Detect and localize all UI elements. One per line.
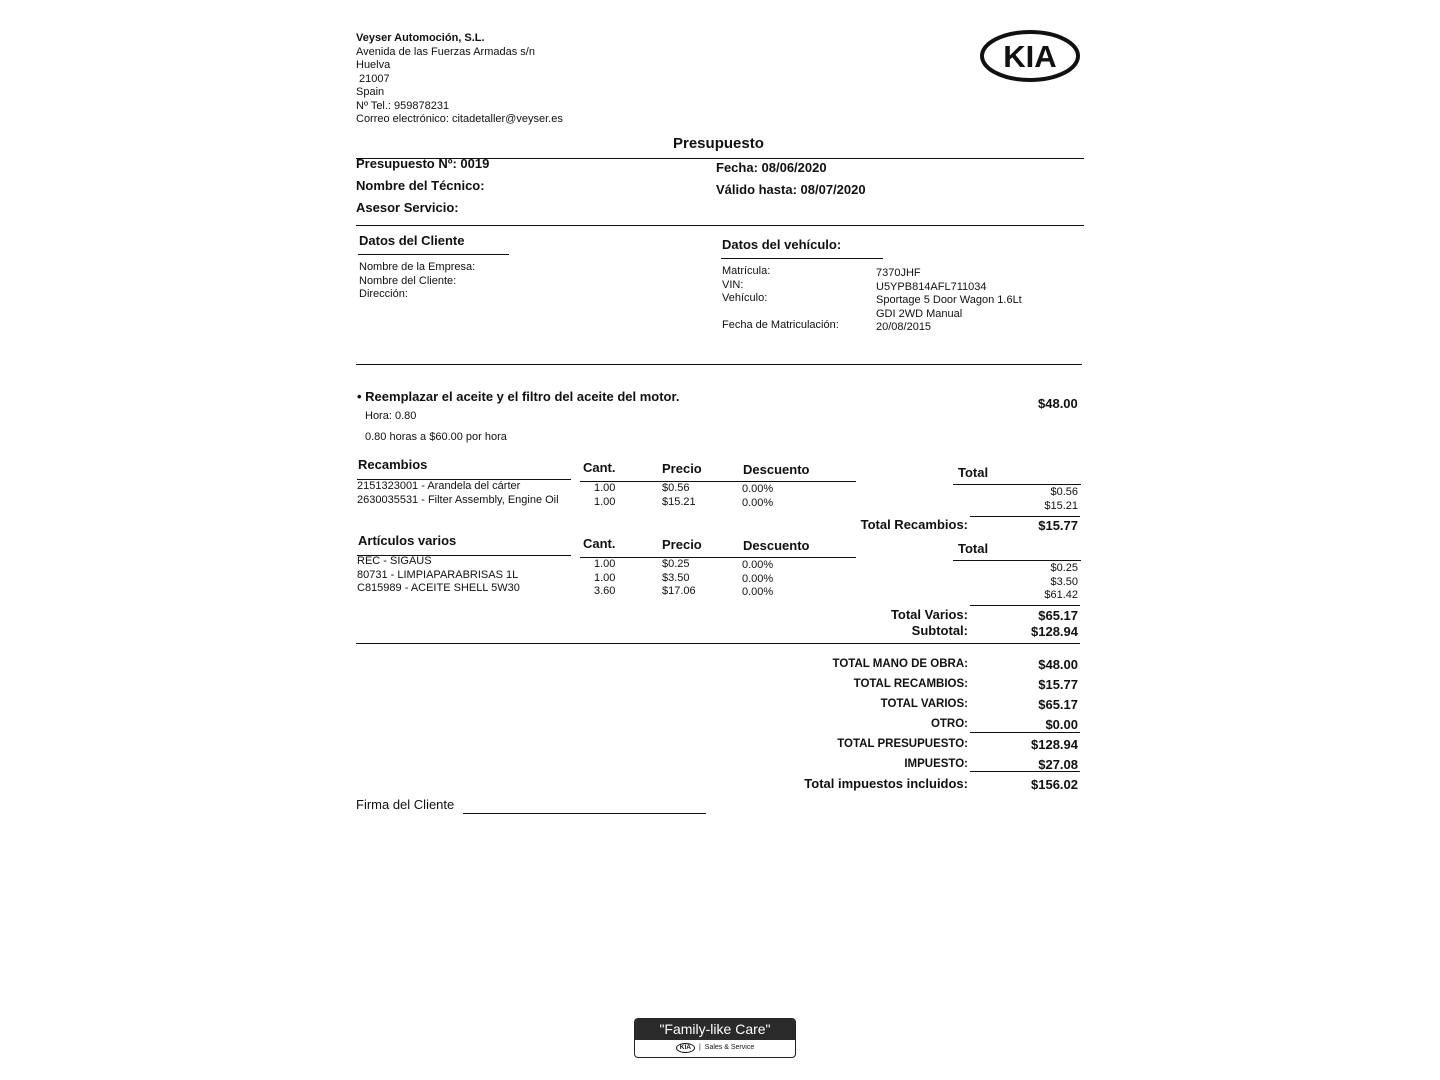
parts-col-total: Total	[958, 465, 989, 480]
divider	[580, 557, 856, 558]
table-cell: 0.00%	[742, 496, 774, 509]
misc-col-price: Precio	[662, 537, 702, 552]
table-row: 2630035531 - Filter Assembly, Engine Oil	[357, 493, 559, 506]
table-cell: 1.00	[594, 558, 616, 570]
technician-label: Nombre del Técnico:	[356, 178, 485, 193]
badge-separator: |	[698, 1044, 701, 1051]
vehicle-values	[876, 267, 1022, 335]
divider	[970, 605, 1080, 606]
job-title: • Reemplazar el aceite y el filtro del aceite del motor.	[357, 389, 680, 404]
summary-value: $15.77	[1038, 677, 1078, 692]
client-name-label: Nombre del Cliente:	[359, 274, 457, 287]
summary-value: $27.08	[1038, 757, 1078, 772]
misc-col-total: Total	[958, 541, 989, 556]
summary-value: $128.94	[1031, 737, 1078, 752]
table-cell: 0.00%	[742, 559, 774, 571]
job-rate: 0.80 horas a $60.00 por hora	[365, 431, 507, 443]
table-cell: $15.21	[662, 495, 696, 508]
divider	[580, 481, 856, 482]
vin-value: U5YPB814AFL711034	[876, 280, 987, 293]
misc-total-label: Total Varios:	[890, 607, 968, 622]
dealer-phone: Nº Tel.: 959878231	[356, 99, 450, 112]
parts-discount-col	[742, 483, 773, 510]
misc-col-discount: Descuento	[743, 538, 810, 553]
parts-total-col	[1000, 486, 1078, 513]
table-cell: $3.50	[1050, 575, 1078, 588]
subtotal-value: $128.94	[1031, 624, 1078, 639]
parts-heading: Recambios	[358, 457, 428, 472]
plate-label: Matrícula:	[722, 265, 771, 277]
table-cell: 1.00	[594, 571, 616, 584]
misc-qty-col	[594, 558, 615, 599]
divider	[970, 732, 1080, 733]
misc-total-value: $65.17	[1038, 608, 1078, 623]
table-cell: $0.56	[662, 482, 690, 494]
company-label: Nombre de la Empresa:	[359, 261, 476, 273]
summary-label: TOTAL MANO DE OBRA:	[832, 658, 968, 670]
badge-brand: KIA	[679, 1043, 691, 1051]
client-heading: Datos del Cliente	[359, 233, 465, 248]
dealer-country: Spain	[356, 86, 385, 98]
grand-total-label: Total impuestos incluidos:	[804, 776, 968, 791]
divider	[356, 364, 1082, 365]
parts-col-price: Precio	[662, 461, 702, 476]
misc-discount-col	[742, 559, 773, 600]
dealer-name: Veyser Automoción, S.L.	[356, 32, 485, 44]
divider	[953, 560, 1081, 561]
divider	[970, 516, 1080, 517]
signature-line	[463, 813, 706, 814]
model-label: Vehículo:	[722, 292, 768, 304]
badge-tagline: Sales & Service	[704, 1044, 755, 1051]
reg-date-label: Fecha de Matriculación:	[722, 319, 839, 331]
vehicle-heading: Datos del vehículo:	[722, 237, 842, 252]
table-cell: 0.00%	[742, 572, 774, 585]
table-cell: $17.06	[662, 585, 696, 597]
summary-label: TOTAL VARIOS:	[880, 698, 968, 710]
misc-desc-col	[357, 555, 520, 596]
summary-label: OTRO:	[930, 718, 968, 730]
reg-date-value: 20/08/2015	[876, 321, 932, 333]
kia-logo-text: KIA	[1003, 39, 1057, 74]
summary-label: TOTAL PRESUPUESTO:	[837, 738, 968, 750]
misc-col-qty: Cant.	[583, 536, 616, 551]
advisor-label: Asesor Servicio:	[356, 200, 459, 215]
dealer-zip: 21007	[359, 72, 390, 85]
table-cell: $61.42	[1044, 589, 1078, 601]
table-row: REC - SIGAUS	[357, 555, 432, 567]
parts-total-label: Total Recambios:	[860, 517, 968, 532]
parts-qty-col	[594, 482, 615, 509]
parts-total-value: $15.77	[1038, 518, 1078, 533]
subtotal-label: Subtotal:	[911, 623, 968, 638]
vin-label: VIN:	[722, 278, 744, 291]
divider	[356, 643, 1080, 644]
parts-col-discount: Descuento	[743, 462, 810, 477]
summary-value: $48.00	[1038, 657, 1078, 672]
client-info	[359, 261, 475, 302]
misc-heading: Artículos varios	[358, 533, 457, 548]
divider	[721, 258, 883, 259]
dealer-address: Avenida de las Fuerzas Armadas s/n	[356, 45, 535, 58]
model-value-cont: GDI 2WD Manual	[876, 307, 963, 320]
table-cell: $0.25	[662, 558, 690, 570]
table-cell: 0.00%	[742, 483, 774, 495]
family-care-badge	[634, 1018, 796, 1058]
badge-bottom	[635, 1040, 795, 1055]
summary-value: $0.00	[1045, 717, 1078, 732]
kia-logo	[980, 30, 1080, 82]
divider	[358, 254, 509, 255]
plate-value: 7370JHF	[876, 267, 921, 279]
summary-label: IMPUESTO:	[904, 758, 968, 770]
table-cell: 0.00%	[742, 586, 774, 598]
table-cell: $0.25	[1050, 562, 1078, 574]
summary-value: $65.17	[1038, 697, 1078, 712]
table-cell: 1.00	[594, 495, 616, 508]
misc-price-col	[662, 558, 696, 599]
badge-slogan: "Family-like Care"	[635, 1019, 795, 1040]
table-row: 80731 - LIMPIAPARABRISAS 1L	[357, 568, 519, 581]
client-address-label: Dirección:	[359, 288, 408, 300]
table-row: C815989 - ACEITE SHELL 5W30	[357, 582, 520, 594]
summary-label: TOTAL RECAMBIOS:	[853, 678, 968, 690]
divider	[356, 225, 1084, 226]
page-title: Presupuesto	[673, 135, 764, 152]
table-cell: $15.21	[1044, 499, 1078, 512]
job-price: $48.00	[1038, 396, 1078, 411]
table-cell: 1.00	[594, 482, 616, 494]
summary-labels	[720, 654, 968, 794]
signature-label: Firma del Cliente	[356, 797, 455, 812]
parts-desc-col	[357, 480, 559, 507]
parts-price-col	[662, 482, 696, 509]
badge-kia-logo	[676, 1043, 695, 1053]
quote-date: Fecha: 08/06/2020	[716, 160, 827, 175]
valid-until: Válido hasta: 08/07/2020	[716, 182, 866, 197]
vehicle-labels	[722, 265, 839, 333]
table-cell: 3.60	[594, 585, 616, 597]
divider	[953, 484, 1081, 485]
dealer-email: Correo electrónico: citadetaller@veyser.es	[356, 113, 563, 125]
job-hours: Hora: 0.80	[365, 410, 417, 422]
table-cell: $0.56	[1050, 486, 1078, 498]
parts-col-qty: Cant.	[583, 460, 616, 475]
divider	[970, 771, 1080, 772]
quote-number: Presupuesto Nº: 0019	[356, 156, 490, 171]
table-cell: $3.50	[662, 571, 690, 584]
dealer-info	[356, 32, 563, 127]
dealer-city: Huelva	[356, 59, 391, 71]
summary-values	[990, 655, 1078, 795]
table-row: 2151323001 - Arandela del cárter	[357, 480, 521, 492]
misc-total-col	[1000, 562, 1078, 603]
model-value: Sportage 5 Door Wagon 1.6Lt	[876, 294, 1022, 306]
grand-total-value: $156.02	[1031, 777, 1078, 792]
